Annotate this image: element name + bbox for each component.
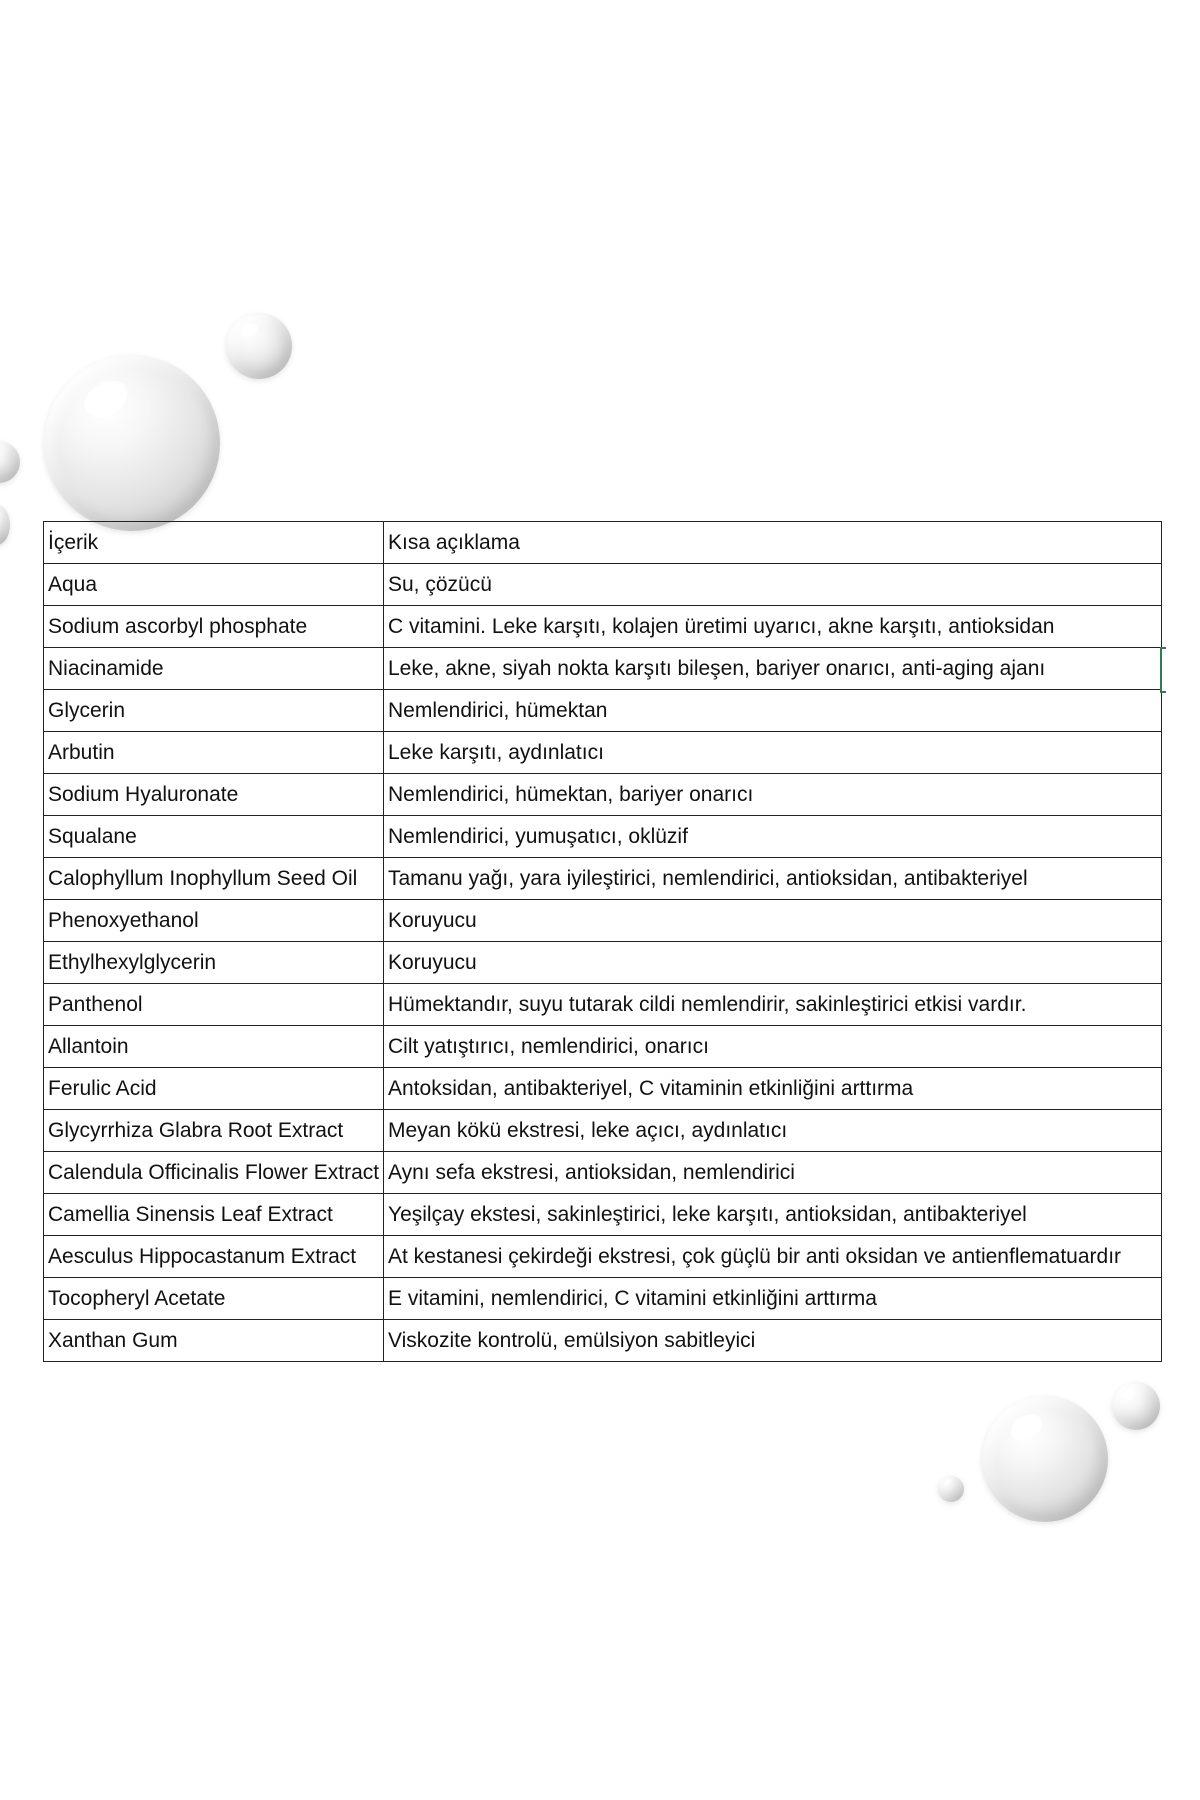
description-cell: Nemlendirici, hümektan: [384, 690, 1162, 732]
ingredient-cell: Glycyrrhiza Glabra Root Extract: [44, 1110, 384, 1152]
description-cell: Tamanu yağı, yara iyileştirici, nemlendirici, antioksidan, antibakteriyel: [384, 858, 1162, 900]
ingredient-cell: Tocopheryl Acetate: [44, 1278, 384, 1320]
table-row: [44, 1236, 1162, 1278]
cell-selection-marker: [1160, 647, 1166, 693]
table-row: [44, 564, 1162, 606]
water-droplet-icon: [226, 313, 292, 379]
table-header-row: [44, 522, 1162, 564]
ingredient-cell: Glycerin: [44, 690, 384, 732]
header-description: Kısa açıklama: [384, 522, 1162, 564]
table-row: [44, 1278, 1162, 1320]
description-cell: Meyan kökü ekstresi, leke açıcı, aydınlatıcı: [384, 1110, 1162, 1152]
table-row: [44, 690, 1162, 732]
water-droplet-icon: [1112, 1382, 1160, 1430]
water-droplet-icon: [0, 505, 10, 545]
table-row: [44, 1320, 1162, 1362]
description-cell: Leke, akne, siyah nokta karşıtı bileşen, bariyer onarıcı, anti-aging ajanı: [384, 648, 1162, 690]
table-row: [44, 900, 1162, 942]
description-cell: Cilt yatıştırıcı, nemlendirici, onarıcı: [384, 1026, 1162, 1068]
table-row: [44, 1026, 1162, 1068]
ingredient-cell: Phenoxyethanol: [44, 900, 384, 942]
table-row: [44, 774, 1162, 816]
description-cell: Yeşilçay ekstesi, sakinleştirici, leke karşıtı, antioksidan, antibakteriyel: [384, 1194, 1162, 1236]
water-droplet-icon: [0, 441, 20, 483]
table-row: [44, 1110, 1162, 1152]
description-cell: Aynı sefa ekstresi, antioksidan, nemlendirici: [384, 1152, 1162, 1194]
description-cell: At kestanesi çekirdeği ekstresi, çok güçlü bir anti oksidan ve antienflematuardır: [384, 1236, 1162, 1278]
ingredient-cell: Ethylhexylglycerin: [44, 942, 384, 984]
ingredient-cell: Calophyllum Inophyllum Seed Oil: [44, 858, 384, 900]
description-cell: C vitamini. Leke karşıtı, kolajen üretimi uyarıcı, akne karşıtı, antioksidan: [384, 606, 1162, 648]
ingredient-cell: Aesculus Hippocastanum Extract: [44, 1236, 384, 1278]
ingredient-cell: Xanthan Gum: [44, 1320, 384, 1362]
table-row: [44, 816, 1162, 858]
table-row: [44, 984, 1162, 1026]
header-ingredient: İçerik: [44, 522, 384, 564]
ingredient-cell: Squalane: [44, 816, 384, 858]
water-droplet-icon: [982, 1396, 1108, 1522]
description-cell: Hümektandır, suyu tutarak cildi nemlendirir, sakinleştirici etkisi vardır.: [384, 984, 1162, 1026]
ingredient-cell: Panthenol: [44, 984, 384, 1026]
description-cell: Leke karşıtı, aydınlatıcı: [384, 732, 1162, 774]
ingredient-cell: Ferulic Acid: [44, 1068, 384, 1110]
ingredient-cell: Camellia Sinensis Leaf Extract: [44, 1194, 384, 1236]
description-cell: E vitamini, nemlendirici, C vitamini etkinliğini arttırma: [384, 1278, 1162, 1320]
ingredient-cell: Aqua: [44, 564, 384, 606]
ingredient-cell: Sodium Hyaluronate: [44, 774, 384, 816]
table-row: [44, 1152, 1162, 1194]
description-cell: Nemlendirici, yumuşatıcı, oklüzif: [384, 816, 1162, 858]
water-droplet-icon: [938, 1476, 964, 1502]
table-row: [44, 1194, 1162, 1236]
description-cell: Koruyucu: [384, 942, 1162, 984]
ingredient-cell: Niacinamide: [44, 648, 384, 690]
description-cell: Su, çözücü: [384, 564, 1162, 606]
ingredients-table: [43, 521, 1162, 1362]
ingredient-cell: Allantoin: [44, 1026, 384, 1068]
table-row: [44, 732, 1162, 774]
description-cell: Nemlendirici, hümektan, bariyer onarıcı: [384, 774, 1162, 816]
table-row: [44, 648, 1162, 690]
description-cell: Koruyucu: [384, 900, 1162, 942]
ingredient-cell: Calendula Officinalis Flower Extract: [44, 1152, 384, 1194]
ingredient-cell: Arbutin: [44, 732, 384, 774]
ingredient-cell: Sodium ascorbyl phosphate: [44, 606, 384, 648]
table-row: [44, 606, 1162, 648]
water-droplet-icon: [44, 355, 220, 531]
table-row: [44, 1068, 1162, 1110]
description-cell: Antoksidan, antibakteriyel, C vitaminin etkinliğini arttırma: [384, 1068, 1162, 1110]
table-row: [44, 942, 1162, 984]
description-cell: Viskozite kontrolü, emülsiyon sabitleyici: [384, 1320, 1162, 1362]
table-row: [44, 858, 1162, 900]
